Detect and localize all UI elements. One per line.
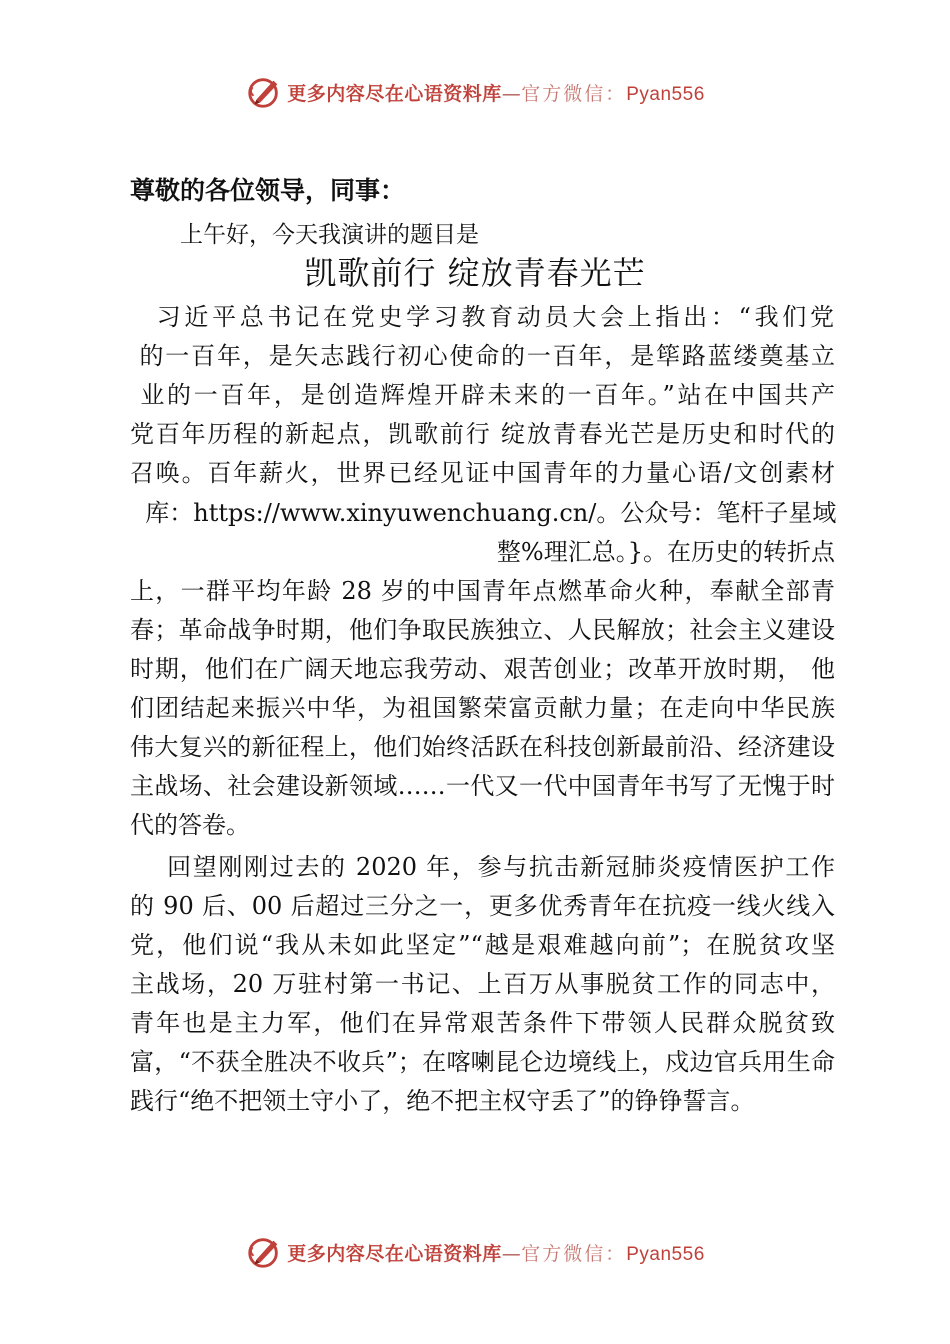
paragraph-line: 富，“不获全胜决不收兵”；在喀喇昆仑边境线上，戍边官兵用生命 bbox=[130, 1048, 835, 1076]
pen-logo-icon bbox=[245, 1233, 283, 1271]
greeting: 上午好，今天我演讲的题目是 bbox=[180, 222, 479, 248]
banner-wechat-label: 官方微信： bbox=[521, 1242, 627, 1265]
paragraph-line: 青年也是主力军，他们在异常艰苦条件下带领人民群众脱贫致 bbox=[130, 1009, 835, 1037]
banner-main-text: 更多内容尽在心语资料库 bbox=[287, 82, 502, 105]
paragraph-line: 党百年历程的新起点，凯歌前行 绽放青春光芒是历史和时代的 bbox=[130, 420, 835, 448]
paragraph-line: 伟大复兴的新征程上，他们始终活跃在科技创新最前沿、经济建设 bbox=[130, 733, 835, 761]
banner-wechat-id: Pyan556 bbox=[626, 1243, 705, 1265]
paragraph-line: 代的答卷。 bbox=[130, 811, 250, 839]
footer-banner bbox=[0, 1232, 950, 1272]
pen-logo-icon bbox=[245, 73, 283, 111]
paragraph-line: 的 90 后、00 后超过三分之一，更多优秀青年在抗疫一线火线入 bbox=[130, 892, 835, 920]
paragraph-line: 的一百年，是矢志践行初心使命的一百年，是筚路蓝缕奠基立 bbox=[130, 342, 835, 370]
paragraph-line: 回望刚刚过去的 2020 年，参与抗击新冠肺炎疫情医护工作 bbox=[130, 853, 835, 881]
paragraph-line: 习近平总书记在党史学习教育动员大会上指出：“我们党 bbox=[134, 303, 834, 331]
paragraph-line: 库：https://www.xinyuwenchuang.cn/。公众号：笔杆子星域 bbox=[130, 499, 837, 527]
paragraph-line: 召唤。百年薪火，世界已经见证中国青年的力量心语/文创素材 bbox=[130, 459, 835, 487]
banner-main-text: 更多内容尽在心语资料库 bbox=[287, 1242, 502, 1265]
banner-dash: — bbox=[501, 1242, 522, 1265]
paragraph-line: 们团结起来振兴中华，为祖国繁荣富贡献力量；在走向中华民族 bbox=[130, 694, 835, 722]
paragraph-line: 主战场，20 万驻村第一书记、上百万从事脱贫工作的同志中， bbox=[130, 970, 835, 998]
paragraph-line: 践行“绝不把领土守小了，绝不把主权守丢了”的铮铮誓言。 bbox=[130, 1087, 755, 1115]
paragraph-line: 党，他们说“我从未如此坚定”“越是艰难越向前”；在脱贫攻坚 bbox=[130, 931, 835, 959]
paragraph-line: 业的一百年，是创造辉煌开辟未来的一百年。”站在中国共产 bbox=[130, 381, 835, 409]
paragraph-line: 主战场、社会建设新领域……一代又一代中国青年书写了无愧于时 bbox=[130, 772, 835, 800]
banner-dash: — bbox=[501, 82, 522, 105]
paragraph-line: 时期，他们在广阔天地忘我劳动、艰苦创业；改革开放时期， 他 bbox=[130, 655, 835, 683]
header-banner bbox=[0, 72, 950, 112]
banner-wechat-label: 官方微信： bbox=[521, 82, 627, 105]
paragraph-line: 上，一群平均年龄 28 岁的中国青年点燃革命火种，奉献全部青 bbox=[130, 577, 835, 605]
salutation: 尊敬的各位领导，同事： bbox=[130, 176, 406, 205]
paragraph-line: 春；革命战争时期，他们争取民族独立、人民解放；社会主义建设 bbox=[130, 616, 835, 644]
banner-wechat-id: Pyan556 bbox=[626, 83, 705, 105]
paragraph-line: 整%理汇总。}。在历史的转折点 bbox=[496, 538, 835, 566]
speech-title: 凯歌前行 绽放青春光芒 bbox=[304, 254, 646, 292]
